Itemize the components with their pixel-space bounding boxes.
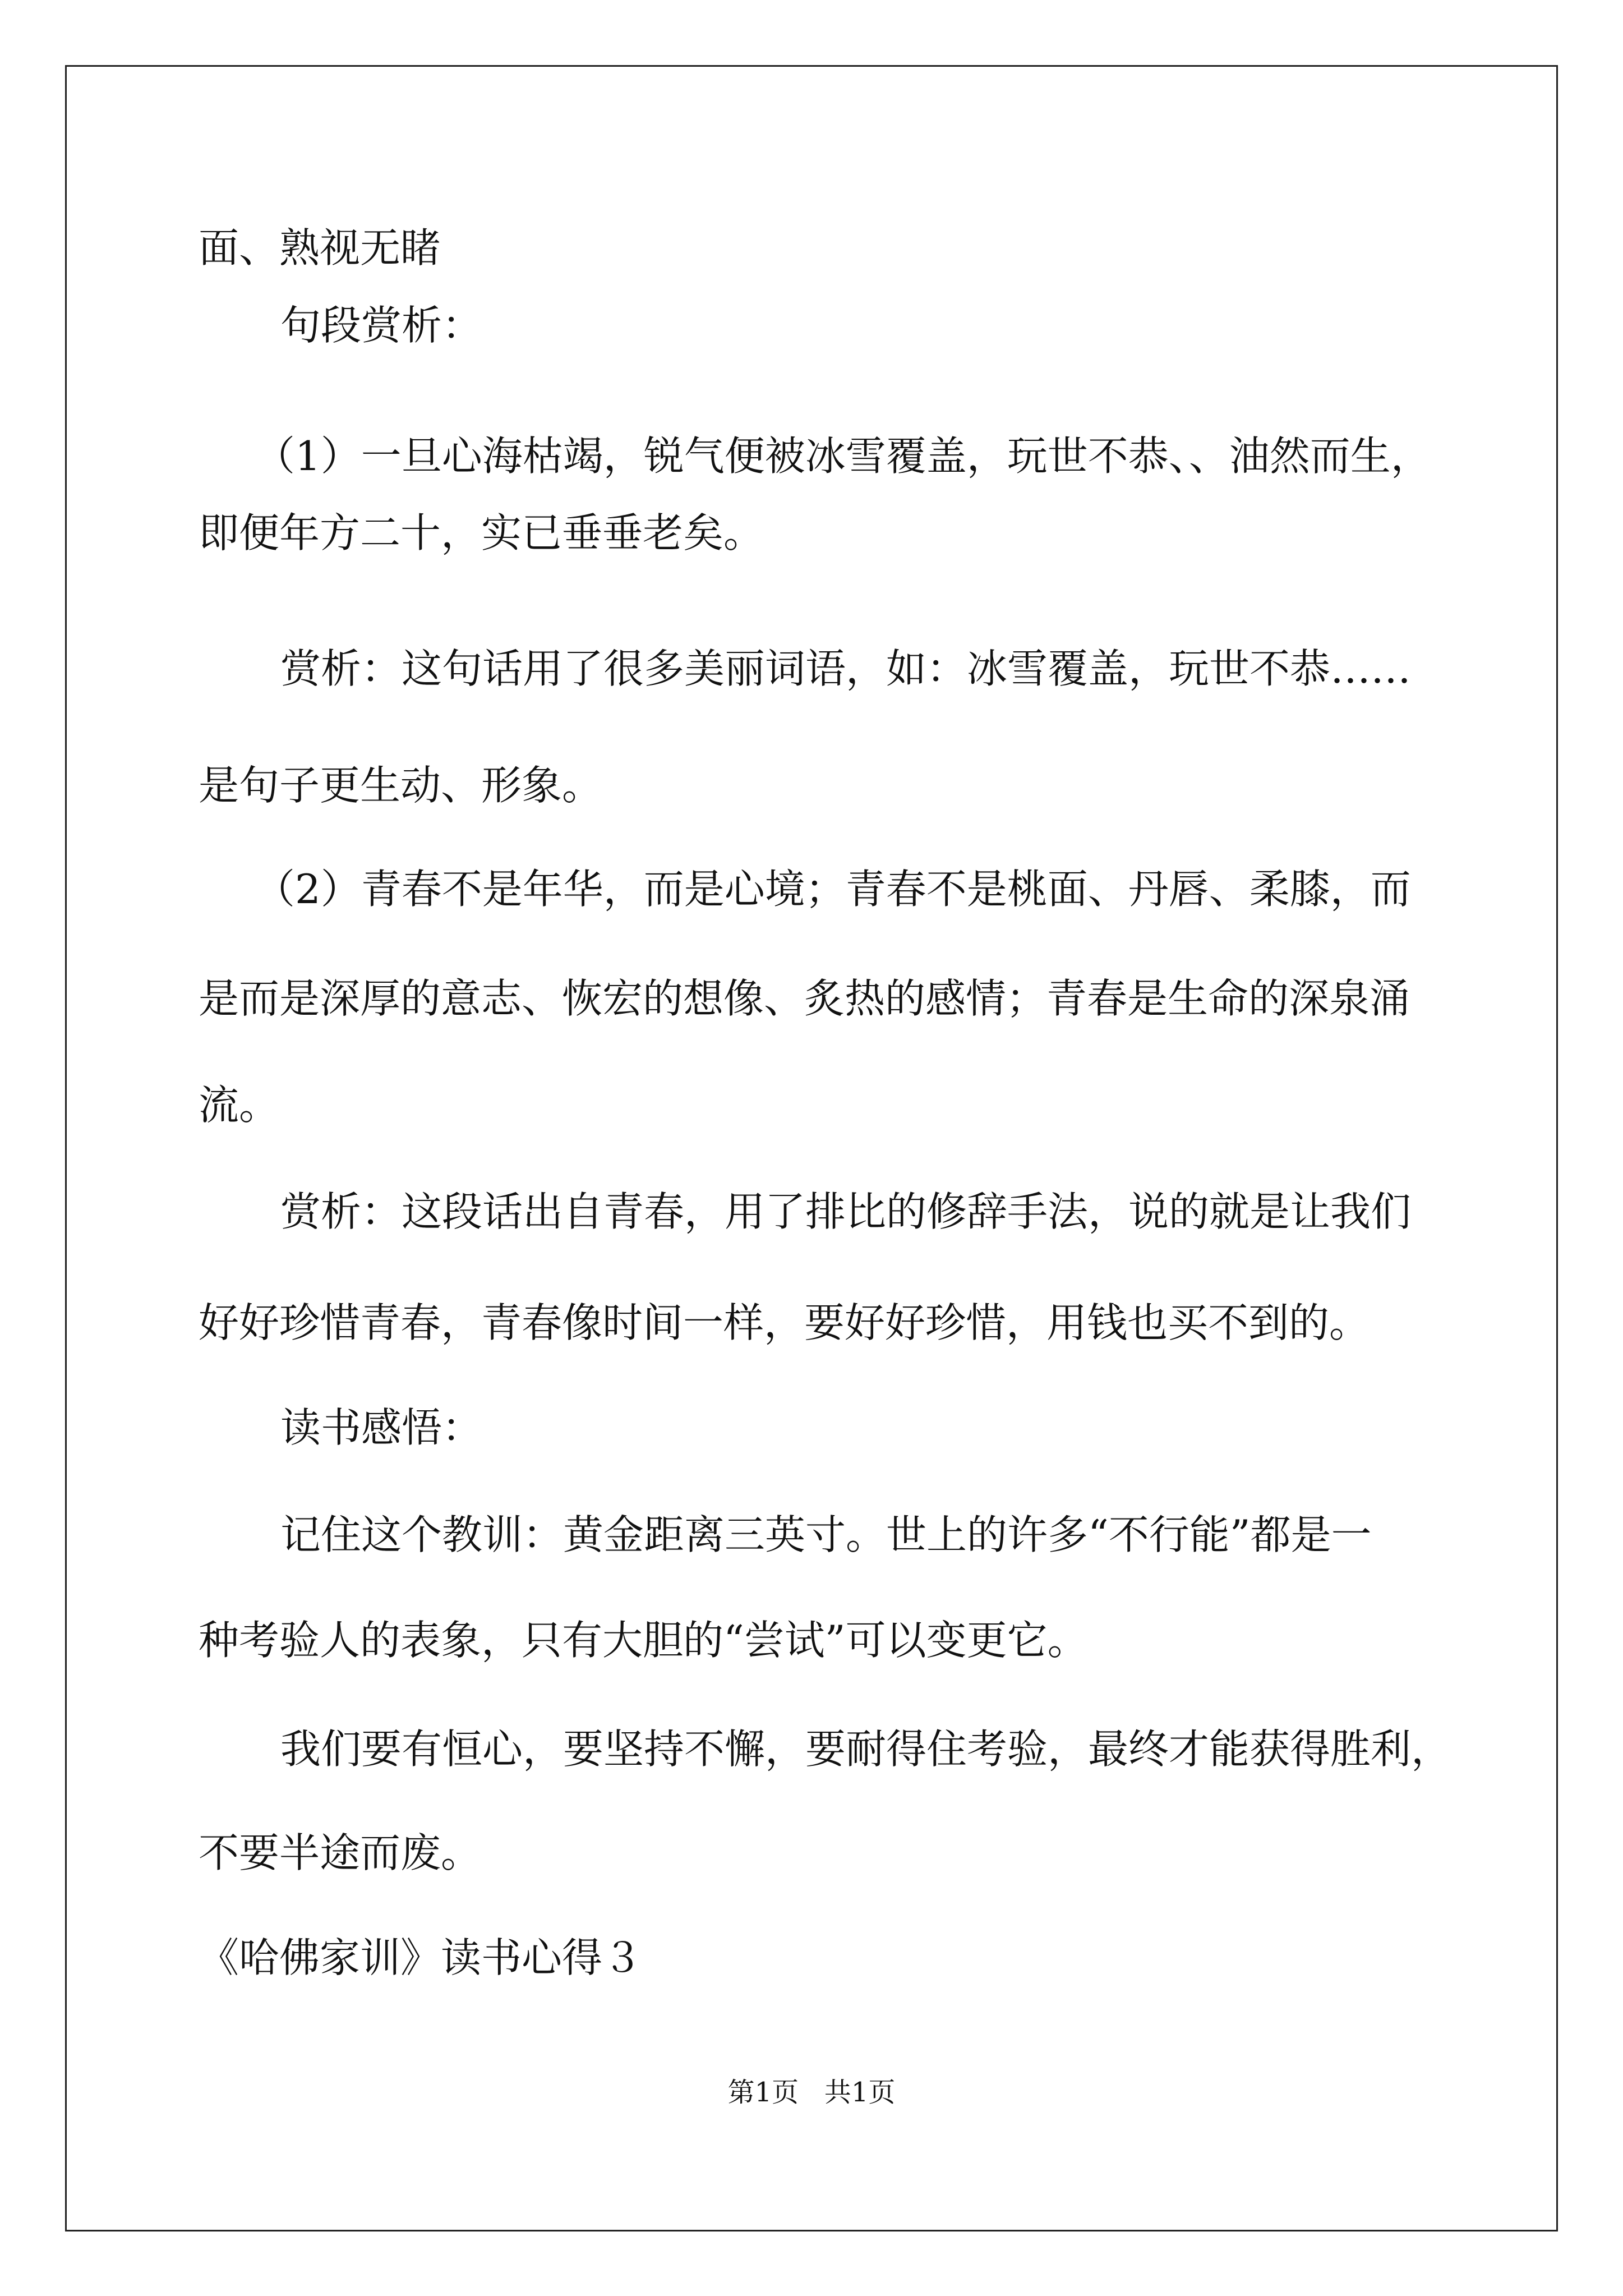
text-line: 不要半途而废。 (199, 1829, 482, 1876)
text-line: 好好珍惜青春，青春像时间一样，要好好珍惜，用钱也买不到的。 (199, 1299, 1370, 1346)
section-heading: 句段赏析： (280, 302, 483, 349)
text-line: 记住这个教训：黄金距离三英寸。世上的许多“不行能”都是一 (280, 1511, 1372, 1558)
section-heading: 读书感悟： (280, 1404, 483, 1451)
text-line: 即便年方二十，实已垂垂老矣。 (199, 509, 764, 556)
document-title: 《哈佛家训》读书心得３ (199, 1934, 643, 1981)
text-line: 种考验人的表象，只有大胆的“尝试”可以变更它。 (199, 1617, 1088, 1664)
text-line: （1）一旦心海枯竭，锐气便被冰雪覆盖，玩世不恭、、油然而生， (255, 432, 1431, 480)
text-line: 面、熟视无睹 (199, 224, 441, 272)
text-line: （2）青春不是年华，而是心境；青春不是桃面、丹唇、柔膝，而 (255, 866, 1411, 913)
text-line: 赏析：这段话出自青春，用了排比的修辞手法，说的就是让我们 (280, 1188, 1412, 1235)
text-line: 是而是深厚的意志、恢宏的想像、炙热的感情；青春是生命的深泉涌 (199, 975, 1410, 1022)
page-footer: 第1页 共1页 (727, 2077, 896, 2108)
page-border (65, 65, 1558, 2231)
text-line: 是句子更生动、形象。 (199, 762, 603, 809)
text-line: 流。 (199, 1082, 280, 1129)
text-line: 赏析：这句话用了很多美丽词语，如：冰雪覆盖，玩世不恭…… (280, 645, 1412, 692)
text-line: 我们要有恒心，要坚持不懈，要耐得住考验，最终才能获得胜利， (280, 1726, 1452, 1773)
